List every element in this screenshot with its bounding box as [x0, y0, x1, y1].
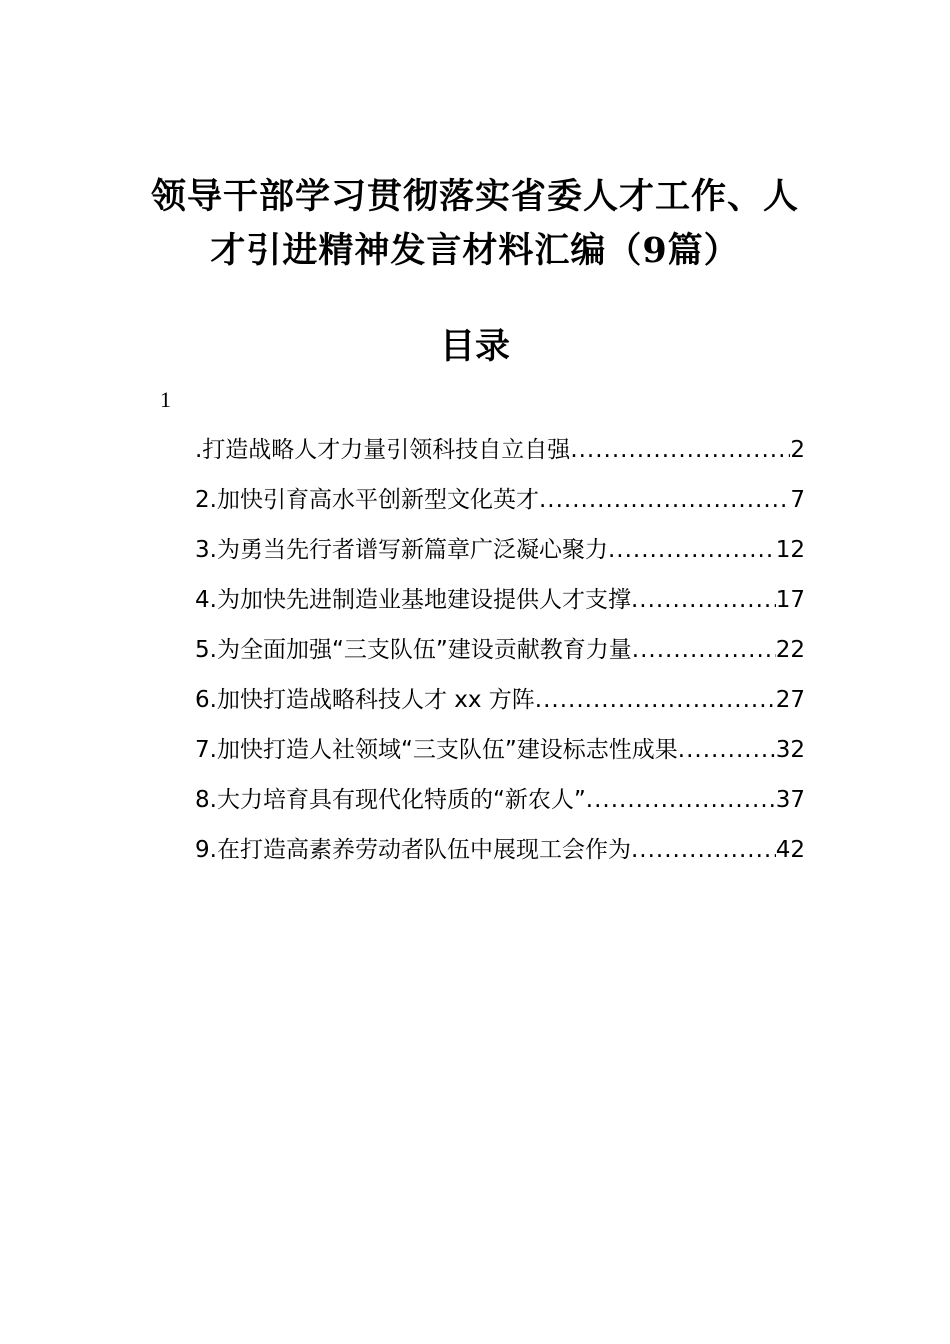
document-title-line-2: 才引进精神发言材料汇编（9篇）: [210, 230, 740, 271]
toc-dot-leader: [631, 830, 776, 870]
toc-item-title: 8.大力培育具有现代化特质的“新农人”: [195, 787, 586, 813]
toc-item-page: 2: [790, 437, 805, 463]
toc-item[interactable]: [195, 630, 805, 680]
toc-item[interactable]: [195, 480, 805, 530]
stray-page-number: 1: [160, 387, 171, 412]
toc-item-title: 2.加快引育高水平创新型文化英才: [195, 487, 539, 513]
toc-item[interactable]: [195, 730, 805, 780]
toc-item[interactable]: [195, 430, 805, 480]
toc-list: [195, 430, 805, 880]
toc-item-title: 6.加快打造战略科技人才 xx 方阵: [195, 687, 535, 713]
toc-dot-leader: [632, 630, 776, 670]
toc-item-title: 5.为全面加强“三支队伍”建设贡献教育力量: [195, 637, 632, 663]
toc-item[interactable]: [195, 830, 805, 880]
document-title-line-1: 领导干部学习贯彻落实省委人才工作、人: [150, 176, 799, 217]
toc-dot-leader: [570, 430, 790, 470]
toc-item-page: 27: [775, 687, 805, 713]
toc-dot-leader: [535, 680, 776, 720]
toc-item-title: 4.为加快先进制造业基地建设提供人才支撑: [195, 587, 631, 613]
toc-item-title: 9.在打造高素养劳动者队伍中展现工会作为: [195, 837, 631, 863]
toc-item[interactable]: [195, 580, 805, 630]
toc-dot-leader: [539, 480, 790, 520]
toc-dot-leader: [631, 580, 776, 620]
toc-item-page: 17: [775, 587, 805, 613]
toc-item-page: 22: [775, 637, 805, 663]
toc-dot-leader: [608, 530, 776, 570]
toc-item-title: 7.加快打造人社领域“三支队伍”建设标志性成果: [195, 737, 678, 763]
toc-item-page: 32: [775, 737, 805, 763]
toc-item-title: .打造战略人才力量引领科技自立自强: [195, 437, 571, 463]
document-title: [140, 170, 810, 278]
toc-heading: 目录: [439, 326, 510, 367]
toc-item-title: 3.为勇当先行者谱写新篇章广泛凝心聚力: [195, 537, 608, 563]
toc-item[interactable]: [195, 780, 805, 830]
toc-item-page: 7: [790, 487, 805, 513]
toc-item-page: 12: [775, 537, 805, 563]
toc-item-page: 42: [775, 837, 805, 863]
toc-dot-leader: [586, 780, 776, 820]
toc-item[interactable]: [195, 530, 805, 580]
toc-dot-leader: [678, 730, 776, 770]
toc-item-page: 37: [775, 787, 805, 813]
toc-item[interactable]: [195, 680, 805, 730]
